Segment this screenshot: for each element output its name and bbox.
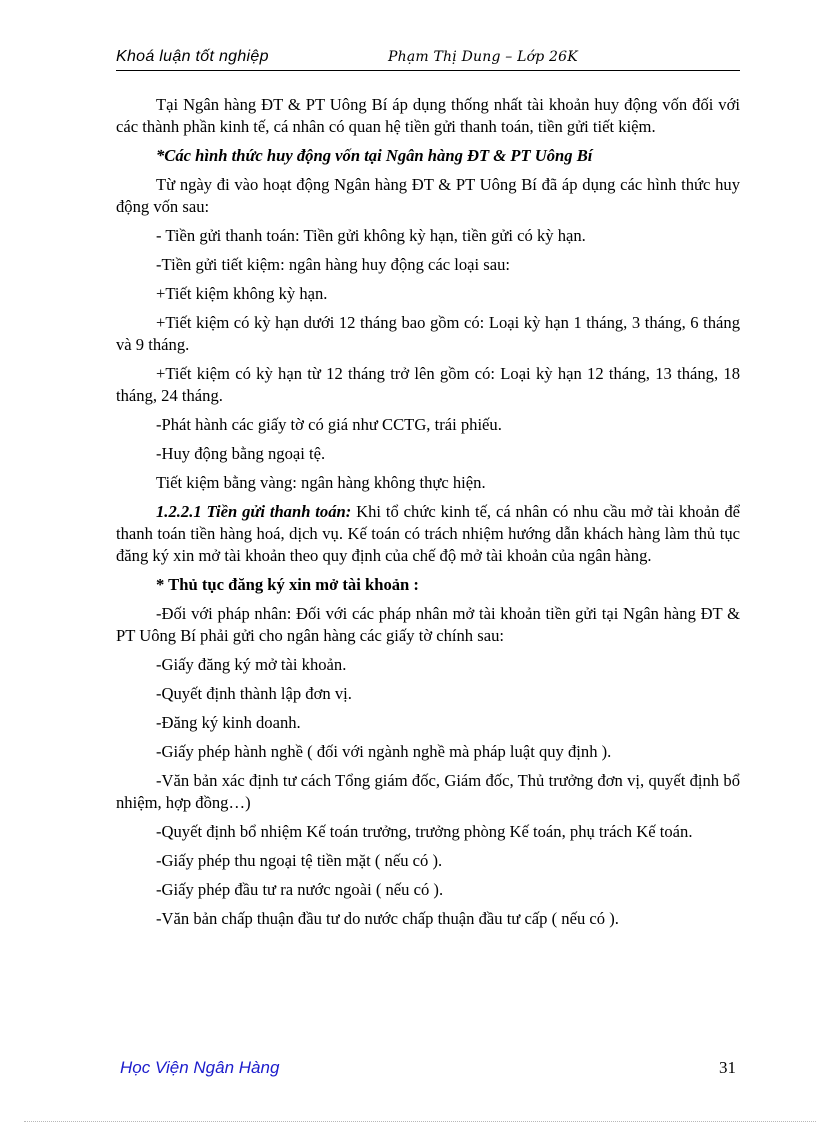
page-header [116,48,740,71]
page-footer [116,1058,740,1082]
list-item: -Văn bản chấp thuận đầu tư do nước chấp thuận đầu tư cấp ( nếu có ). [156,909,619,928]
list-item: -Giấy phép đầu tư ra nước ngoài ( nếu có ). [156,880,444,899]
list-item: +Tiết kiệm có kỳ hạn dưới 12 tháng bao gồm có: Loại kỳ hạn 1 tháng, 3 tháng, 6 tháng và 9 tháng. [116,313,740,354]
section-heading-mobilization-forms: *Các hình thức huy động vốn tại Ngân hàng ĐT & PT Uông Bí [156,146,593,165]
list-item: -Giấy phép hành nghề ( đối với ngành nghề mà pháp luật quy định ). [156,742,612,761]
document-body [116,94,740,937]
list-item: -Đăng ký kinh doanh. [156,713,301,732]
intro-paragraph: Tại Ngân hàng ĐT & PT Uông Bí áp dụng thống nhất tài khoản huy động vốn đối với các thành phần kinh tế, cá nhân có quan hệ tiền gửi thanh toán, tiền gửi tiết kiệm. [116,95,740,136]
footer-institution: Học Viện Ngân Hàng [120,1058,280,1077]
list-item: -Huy động bằng ngoại tệ. [156,444,326,463]
section-1221-heading: 1.2.2.1 Tiền gửi thanh toán: [156,502,352,521]
list-item: - Tiền gửi thanh toán: Tiền gửi không kỳ hạn, tiền gửi có kỳ hạn. [156,226,586,245]
paragraph: Từ ngày đi vào hoạt động Ngân hàng ĐT & PT Uông Bí đã áp dụng các hình thức huy động vốn sau: [116,175,740,216]
list-item: -Giấy phép thu ngoại tệ tiền mặt ( nếu có ). [156,851,443,870]
list-item: -Quyết định bổ nhiệm Kế toán trưởng, trưởng phòng Kế toán, phụ trách Kế toán. [156,822,693,841]
list-item: Tiết kiệm bằng vàng: ngân hàng không thực hiện. [156,473,486,492]
procedure-heading: * Thủ tục đăng ký xin mở tài khoản : [156,575,419,594]
list-item: +Tiết kiệm không kỳ hạn. [156,284,328,303]
list-item: -Đối với pháp nhân: Đối với các pháp nhân mở tài khoản tiền gửi tại Ngân hàng ĐT & PT Uông Bí phải gửi cho ngân hàng các giấy tờ chính sau: [116,604,740,645]
list-item: -Văn bản xác định tư cách Tổng giám đốc, Giám đốc, Thủ trưởng đơn vị, quyết định bổ nhiệm, hợp đồng…) [116,771,740,812]
list-item: -Tiền gửi tiết kiệm: ngân hàng huy động các loại sau: [156,255,511,274]
header-author: Phạm Thị Dung – Lớp 26K [388,49,578,65]
list-item: +Tiết kiệm có kỳ hạn từ 12 tháng trở lên gồm có: Loại kỳ hạn 12 tháng, 13 tháng, 18 tháng, 24 tháng. [116,364,740,405]
section-1221-paragraph [116,501,740,567]
list-item: -Phát hành các giấy tờ có giá như CCTG, trái phiếu. [156,415,502,434]
list-item: -Giấy đăng ký mở tài khoản. [156,655,347,674]
page-number: 31 [719,1058,736,1077]
list-item: -Quyết định thành lập đơn vị. [156,684,352,703]
section-1221-text: Khi tổ chức kinh tế, cá nhân có nhu cầu mở tài khoản để thanh toán tiền hàng hoá, dịch vụ. Kế toán có trách nhiệm hướng dẫn khách hàng làm thủ tục đăng ký xin mở tài khoản theo quy định của chế độ mở tài khoản của ngân hàng. [116,502,740,565]
header-thesis-title: Khoá luận tốt nghiệp [116,48,269,65]
page-bottom-border [24,1121,816,1122]
